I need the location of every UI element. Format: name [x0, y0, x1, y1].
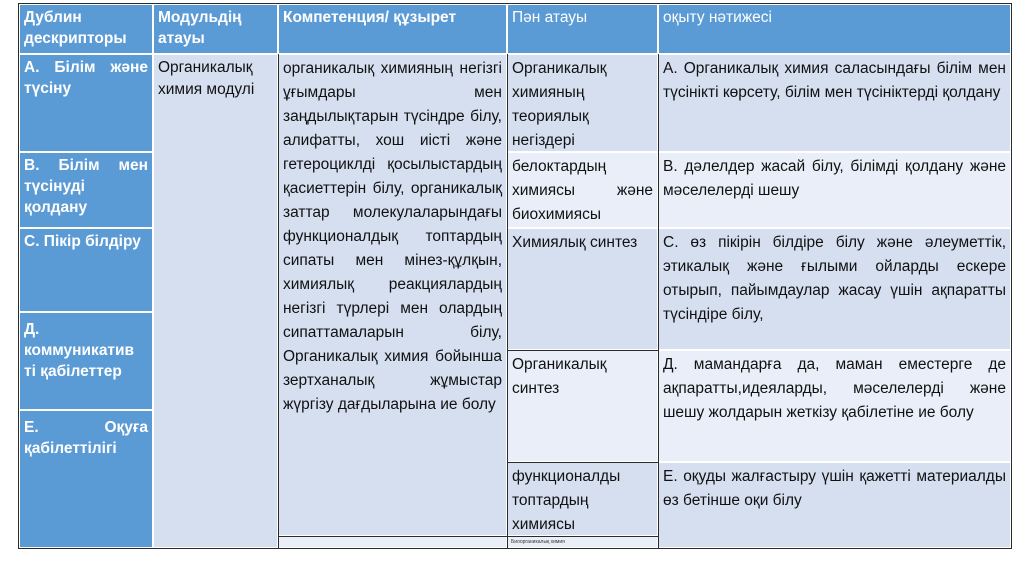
module-name: Органикалық химия модулі	[153, 54, 278, 548]
competence-text: органикалық химияның негізгі ұғымдары мен заңдылықтарын түсіндре білу, алифатты, хош иісті және гетероциклді қосылыстардың қасиеттерін білу, органикалық заттар молекулаларындағы функционалдық топтардың сипаты мен мінез-құлқын, химиялық реакциялардың негізгі түрлері мен олардың сипаттамаларын білу, Органикалық химия бойынша зертханалық жұмыстар жүргізу дағдыларына ие болу	[278, 54, 507, 536]
outcome-d: Д. мамандарға да, маман еместерге де ақпаратты,идеяларды, мәселелерді және шешу жолдарын жеткізу қабілетіне ие болу	[658, 350, 1011, 462]
descriptor-e: Е. Оқуға қабілеттілігі	[19, 410, 153, 548]
subject-c: Химиялық синтез	[507, 228, 658, 350]
subject-e: функционалды топтардың химиясы	[507, 462, 658, 536]
competence-footer-strip	[278, 536, 507, 548]
subject-d: Органикалық синтез	[507, 350, 658, 462]
footnote: Биоорганикалық химия	[511, 539, 565, 545]
subject-a: Органикалық химияның теориялық негіздері	[507, 54, 658, 152]
divider-line	[278, 536, 658, 537]
divider-line	[507, 54, 508, 548]
outcome-e: Е. оқуды жалғастыру үшін қажетті материалды өз бетінше оқи білу	[658, 462, 1011, 548]
divider-line	[507, 462, 658, 463]
divider-line	[507, 350, 658, 351]
header-module: Модульдің атауы	[153, 4, 278, 54]
outcome-b: В. дәлелдер жасай білу, білімді қолдану және мәселелерді шешу	[658, 152, 1011, 228]
divider-line	[278, 54, 279, 548]
descriptor-a: А. Білім және түсіну	[19, 54, 153, 152]
header-outcome: оқыту нәтижесі	[658, 4, 1011, 54]
header-subject: Пән атауы	[507, 4, 658, 54]
descriptor-c: С. Пікір білдіру	[19, 228, 153, 312]
subject-b: белоктардың химиясы және биохимиясы	[507, 152, 658, 228]
outcome-c: С. өз пікірін білдіре білу және әлеуметтік, этикалық және ғылыми ойларды ескере отырып, пайымдаулар жасау үшін ақпаратты түсіндіре білу,	[658, 228, 1011, 350]
outcome-a: А. Органикалық химия саласындағы білім мен түсінікті көрсету, білім мен түсініктерді қолдану	[658, 54, 1011, 152]
header-descriptors: Дублин дескрипторы	[19, 4, 153, 54]
descriptor-d: Д. коммуникатив ті қабілеттер	[19, 312, 153, 410]
header-competence: Компетенция/ құзырет	[278, 4, 507, 54]
descriptor-b: В. Білім мен түсінуді қолдану	[19, 152, 153, 228]
divider-line	[658, 54, 659, 548]
